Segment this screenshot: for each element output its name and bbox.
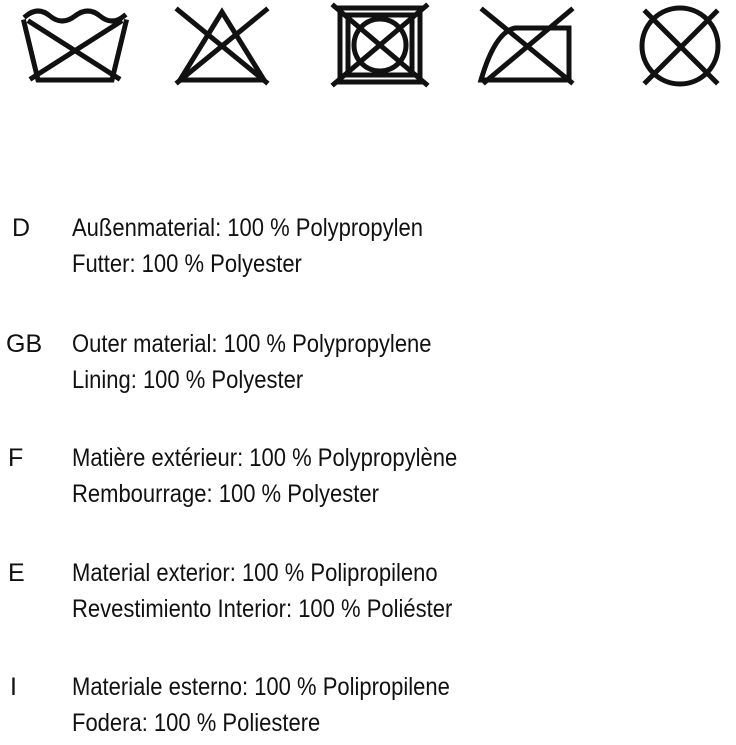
outer-material-line: Außenmaterial: 100 % Polypropylen	[72, 214, 423, 242]
lining-line: Futter: 100 % Polyester	[72, 250, 302, 278]
entry-it	[0, 669, 736, 745]
outer-material-line: Outer material: 100 % Polypropylene	[72, 330, 432, 358]
language-code: F	[8, 444, 24, 472]
entry-gb	[0, 326, 736, 402]
composition-text	[72, 326, 432, 398]
entry-de	[0, 210, 736, 286]
lining-line: Revestimiento Interior: 100 % Poliéster	[72, 595, 453, 623]
do-not-wash-icon	[20, 2, 130, 90]
do-not-dry-clean-icon	[628, 2, 732, 90]
lining-line: Lining: 100 % Polyester	[72, 366, 304, 394]
do-not-bleach-icon	[172, 2, 272, 90]
composition-text	[72, 440, 457, 512]
composition-text	[72, 210, 423, 282]
composition-text	[72, 555, 452, 627]
do-not-iron-icon	[475, 2, 575, 90]
language-code: D	[12, 214, 31, 242]
composition-text	[72, 669, 450, 741]
do-not-tumble-dry-icon	[330, 2, 430, 90]
language-code: GB	[6, 330, 43, 358]
language-code: I	[10, 673, 17, 701]
outer-material-line: Material exterior: 100 % Polipropileno	[72, 559, 438, 587]
outer-material-line: Matière extérieur: 100 % Polypropylène	[72, 444, 458, 472]
lining-line: Fodera: 100 % Poliestere	[72, 709, 321, 737]
language-code: E	[8, 559, 25, 587]
entry-fr	[0, 440, 736, 516]
care-symbols	[0, 0, 736, 100]
lining-line: Rembourrage: 100 % Polyester	[72, 480, 379, 508]
entry-es	[0, 555, 736, 631]
outer-material-line: Materiale esterno: 100 % Polipropilene	[72, 673, 450, 701]
